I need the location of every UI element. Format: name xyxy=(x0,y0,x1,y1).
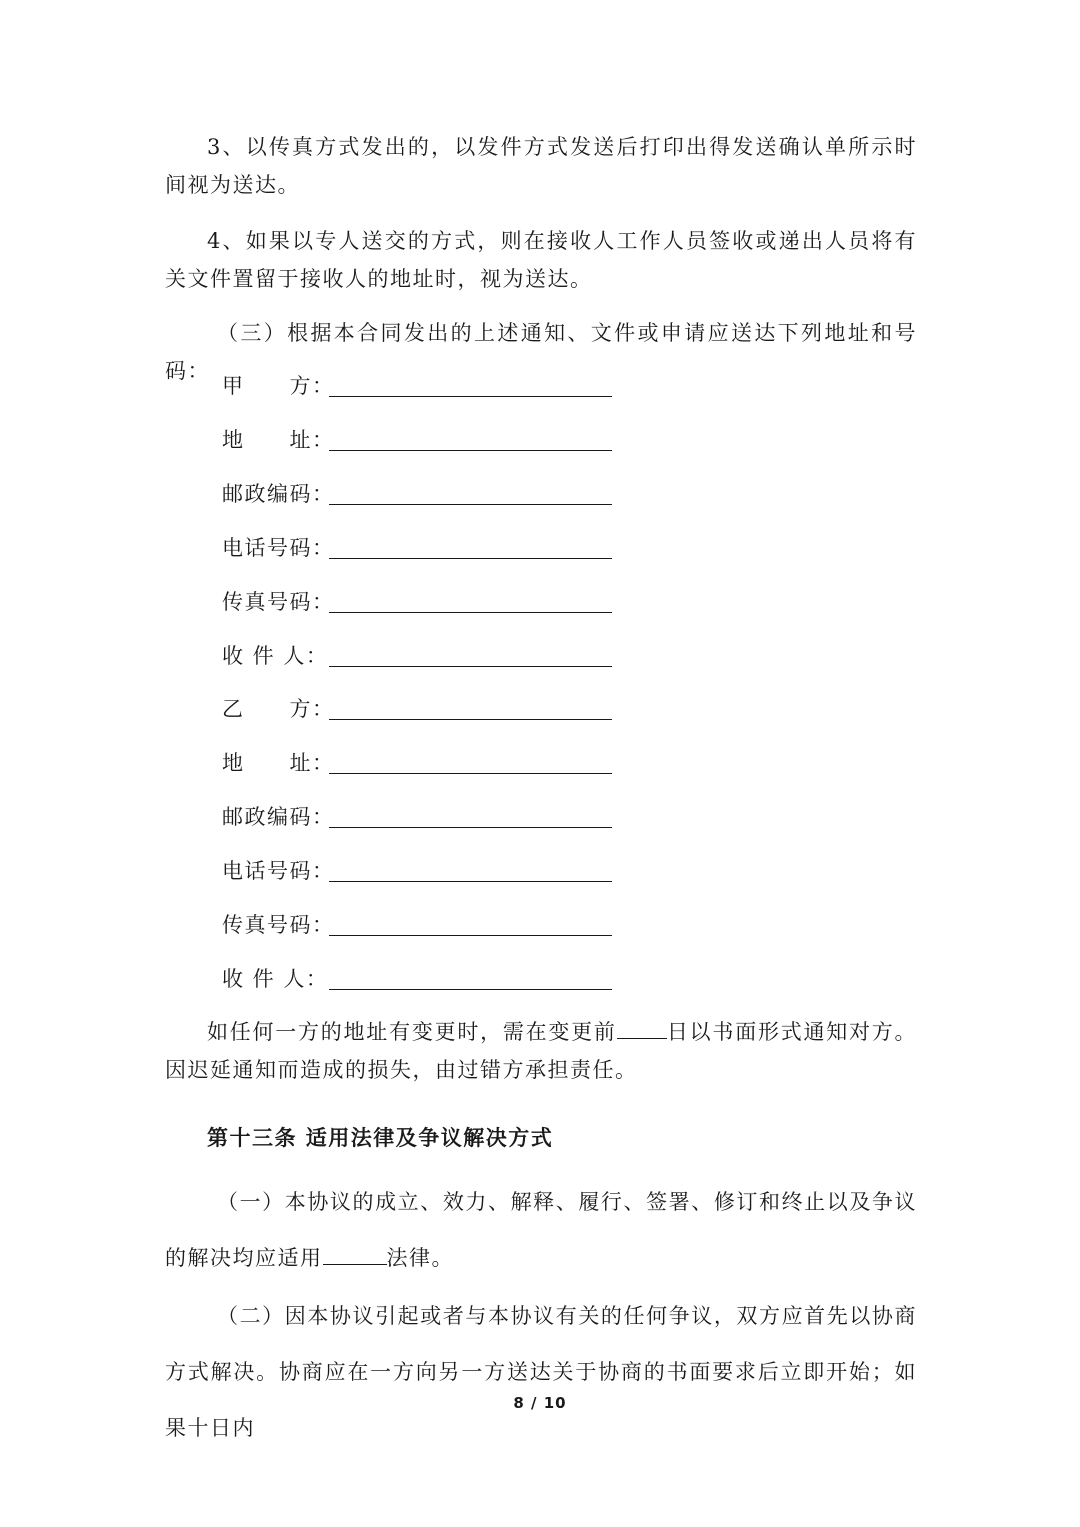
field-label: 邮政编码： xyxy=(222,805,335,829)
governing-law-text-start: （一）本协议的成立、效力、解释、履行、签署、修订和终止以及争议的解决均应适用 xyxy=(165,1190,917,1270)
field-label: 电话号码： xyxy=(222,536,335,560)
field-label: 电话号码： xyxy=(222,859,335,883)
paragraph-fax-delivery: 3、以传真方式发出的，以发件方式发送后打印出得发送确认单所示时间视为送达。 xyxy=(165,135,917,197)
fill-in-line xyxy=(329,935,612,936)
governing-law-text-end: 法律。 xyxy=(386,1246,454,1270)
fill-in-line xyxy=(329,773,612,774)
paragraph-address-change xyxy=(165,1013,917,1089)
section-heading-article-13: 第十三条 适用法律及争议解决方式 xyxy=(207,1125,554,1150)
field-label: 传真号码： xyxy=(222,590,335,614)
fill-in-line xyxy=(329,881,612,882)
fill-in-line xyxy=(329,666,612,667)
field-label: 收 件 人： xyxy=(222,644,329,668)
paragraph-governing-law xyxy=(165,1174,917,1286)
fill-in-line xyxy=(329,396,612,397)
paragraph-dispute-resolution: （二）因本协议引起或者与本协议有关的任何争议，双方应首先以协商方式解决。协商应在一方向另一方送达关于协商的书面要求后立即开始；如果十日内 xyxy=(165,1304,917,1440)
address-change-text-end: 日以书面形式通知对方。因迟延通知而造成的损失，由过错方承担责任。 xyxy=(165,1020,918,1082)
field-label: 传真号码： xyxy=(222,913,335,937)
days-blank-line xyxy=(617,1016,667,1039)
fill-in-line xyxy=(329,989,612,990)
paragraph-delivery-addresses: （三）根据本合同发出的上述通知、文件或申请应送达下列地址和号码： xyxy=(165,321,917,383)
field-label: 地 址： xyxy=(222,751,335,775)
fill-in-line xyxy=(329,612,612,613)
field-label: 乙 方： xyxy=(222,697,335,721)
page-number: 8 / 10 xyxy=(513,1394,567,1412)
field-label: 收 件 人： xyxy=(222,967,329,991)
address-change-text-start: 如任何一方的地址有变更时，需在变更前 xyxy=(207,1020,617,1044)
fill-in-line xyxy=(329,504,612,505)
fill-in-line xyxy=(329,558,612,559)
fill-in-line xyxy=(329,719,612,720)
fill-in-line xyxy=(329,450,612,451)
paragraph-personal-delivery: 4、如果以专人送交的方式，则在接收人工作人员签收或递出人员将有关文件置留于接收人的地址时，视为送达。 xyxy=(165,229,917,291)
field-label: 地 址： xyxy=(222,428,335,452)
field-label: 甲 方： xyxy=(222,374,335,398)
law-blank-line xyxy=(323,1242,387,1265)
field-label: 邮政编码： xyxy=(222,482,335,506)
fill-in-line xyxy=(329,827,612,828)
